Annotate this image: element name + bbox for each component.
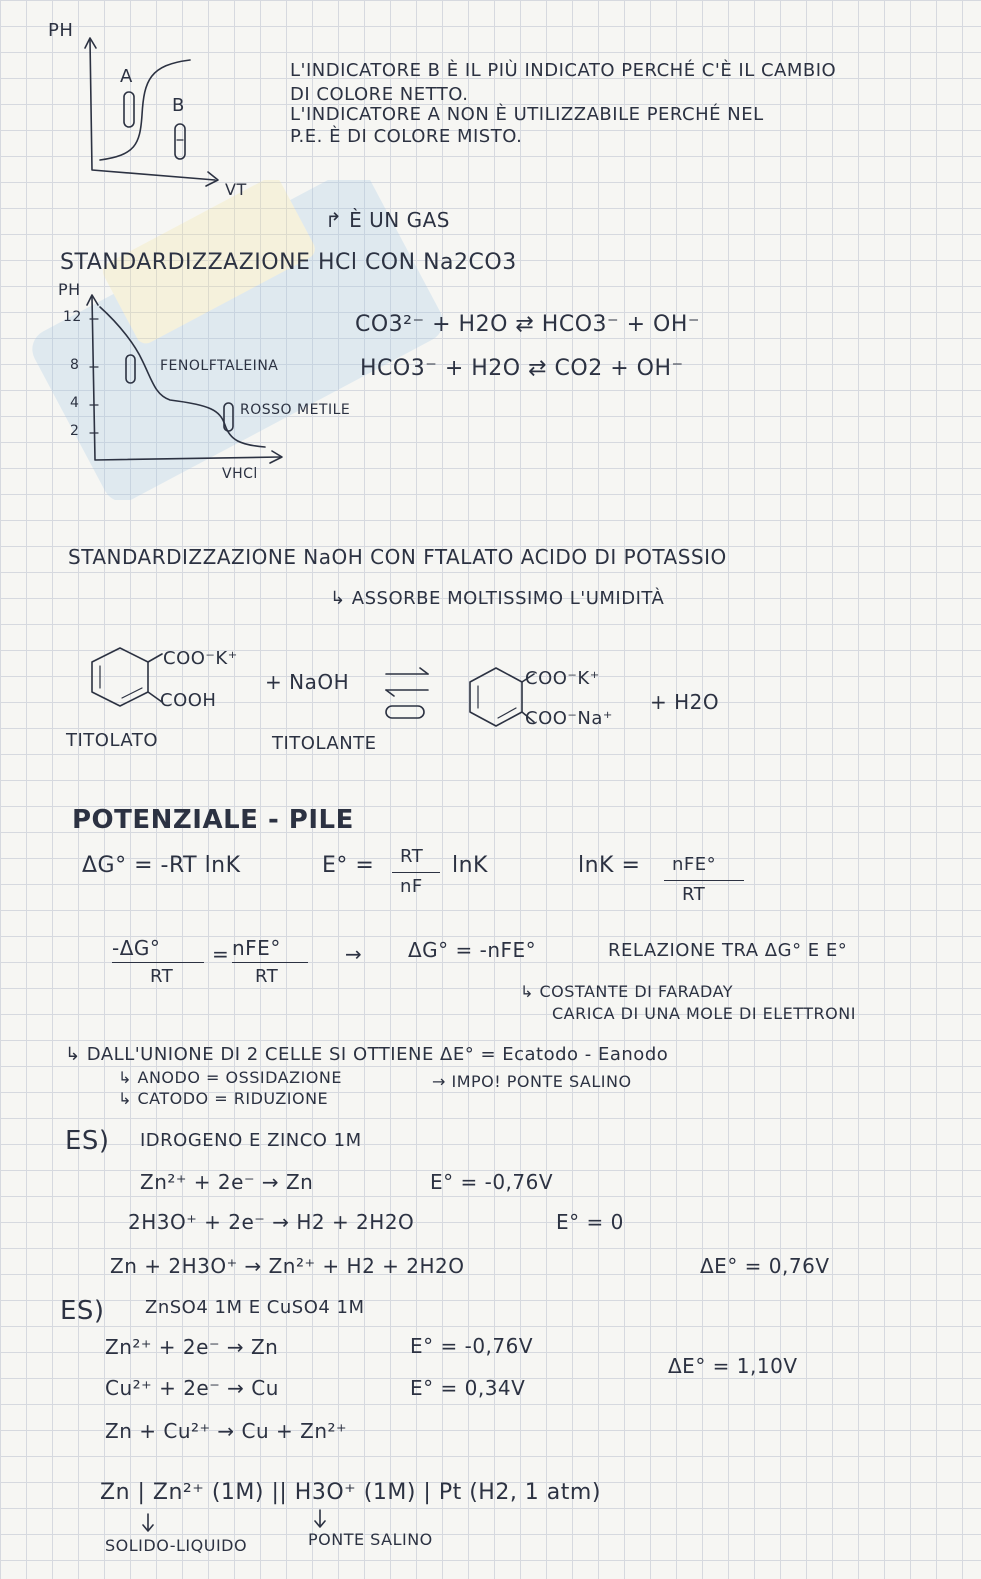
formula-e0-rhs: lnK (452, 853, 488, 878)
indicator-b-label: B (172, 95, 185, 116)
formula-rel-den2: RT (255, 966, 279, 987)
formula-lnk-den: RT (682, 884, 706, 905)
section2-title: STANDARDIZZAZIONE HCl CON Na2CO3 (60, 250, 517, 275)
tick-2: 2 (70, 423, 80, 439)
group-cooh: COOH (160, 690, 217, 711)
formula-e0-lhs: E° = (322, 853, 375, 878)
tick-12: 12 (63, 309, 82, 325)
fraction-bar (664, 880, 744, 881)
catodo-line: ↳ CATODO = RIDUZIONE (118, 1089, 329, 1108)
section3-note: ↳ ASSORBE MOLTISSIMO L'UMIDITÀ (330, 588, 665, 609)
group-coona: COO⁻Na⁺ (525, 708, 613, 729)
equilibrium-arrows (380, 660, 440, 730)
formula-lnk-num: nFE° (672, 854, 717, 875)
relazione-note: RELAZIONE TRA ΔG° E E° (608, 940, 848, 961)
formula-rel-num2: nFE° (232, 936, 281, 960)
group-cook: COO⁻K⁺ (163, 648, 238, 669)
es1-reaction-2: 2H3O⁺ + 2e⁻ → H2 + 2H2O (128, 1210, 415, 1234)
formula-rel-arrow: → (345, 942, 363, 966)
plus-h2o: + H2O (650, 690, 720, 714)
es2-delta-e0: ΔE° = 1,10V (668, 1354, 798, 1378)
formula-e0-num: RT (400, 846, 424, 867)
label-titolante: TITOLANTE (272, 733, 377, 754)
benzene-ring-1 (80, 640, 170, 720)
cell-notation: Zn | Zn²⁺ (1M) || H3O⁺ (1M) | Pt (H2, 1 atm) (100, 1480, 601, 1505)
formula-lnk-lhs: lnK = (578, 853, 641, 878)
es1-e0-1: E° = -0,76V (430, 1170, 554, 1194)
es1-head: ES) (65, 1126, 110, 1156)
label-titolato: TITOLATO (66, 730, 158, 751)
indicator-graph-1 (40, 20, 240, 210)
es2-reaction-2: Cu²⁺ + 2e⁻ → Cu (105, 1376, 279, 1400)
es2-reaction-1: Zn²⁺ + 2e⁻ → Zn (105, 1335, 279, 1359)
graph1-y-label: PH (48, 20, 74, 41)
note-line-2: DI COLORE NETTO. (290, 84, 469, 105)
formula-rel-num1: -ΔG° (112, 936, 161, 960)
cell-union-line: ↳ DALL'UNIONE DI 2 CELLE SI OTTIENE ΔE° = Ecatodo - Eanodo (65, 1044, 669, 1065)
fraction-bar (232, 962, 308, 963)
formula-rel-den1: RT (150, 966, 174, 987)
section3-title: STANDARDIZZAZIONE NaOH CON FTALATO ACIDO DI POTASSIO (68, 545, 727, 569)
faraday-line-2: CARICA DI UNA MOLE DI ELETTRONI (552, 1004, 856, 1023)
down-arrow-2 (312, 1508, 332, 1532)
faraday-line-1: ↳ COSTANTE DI FARADAY (520, 982, 734, 1001)
es2-e0-2: E° = 0,34V (410, 1376, 526, 1400)
titration-curve-hcl (60, 285, 300, 485)
es2-title: ZnSO4 1M E CuSO4 1M (145, 1297, 365, 1318)
fraction-bar (392, 872, 440, 873)
anodo-line: ↳ ANODO = OSSIDAZIONE (118, 1068, 342, 1087)
es2-reaction-3: Zn + Cu²⁺ → Cu + Zn²⁺ (105, 1419, 348, 1443)
note-line-3: L'INDICATORE A NON È UTILIZZABILE PERCHÉ NEL (290, 104, 764, 125)
indicator-fenolftaleina: FENOLFTALEINA (160, 358, 279, 374)
formula-deltag: ΔG° = -RT lnK (82, 853, 241, 878)
gas-note: ↱ È UN GAS (325, 208, 450, 232)
formula-rel-eq: = (212, 942, 230, 966)
section4-title: POTENZIALE - PILE (72, 805, 354, 835)
graph1-x-label: VT (225, 180, 247, 199)
es1-reaction-1: Zn²⁺ + 2e⁻ → Zn (140, 1170, 314, 1194)
graph2-x-label: VHCl (222, 466, 258, 482)
es1-delta-e0: ΔE° = 0,76V (700, 1254, 830, 1278)
down-arrow-1 (140, 1512, 160, 1536)
fraction-bar (112, 962, 204, 963)
graph2-y-label: PH (58, 280, 81, 299)
indicator-a-label: A (120, 66, 133, 87)
equation-1: CO3²⁻ + H2O ⇄ HCO3⁻ + OH⁻ (355, 312, 701, 337)
es1-reaction-3: Zn + 2H3O⁺ → Zn²⁺ + H2 + 2H2O (110, 1254, 465, 1278)
label-solido-liquido: SOLIDO-LIQUIDO (105, 1536, 248, 1555)
ponte-salino-note: → IMPO! PONTE SALINO (432, 1072, 632, 1091)
note-line-1: L'INDICATORE B È IL PIÙ INDICATO PERCHÉ C'È IL CAMBIO (290, 60, 837, 81)
formula-e0-den: nF (400, 876, 423, 897)
plus-naoh: + NaOH (265, 670, 350, 694)
indicator-rosso-metile: ROSSO METILE (240, 402, 351, 418)
es1-e0-2: E° = 0 (556, 1210, 624, 1234)
es2-e0-1: E° = -0,76V (410, 1334, 534, 1358)
equation-2: HCO3⁻ + H2O ⇄ CO2 + OH⁻ (360, 356, 684, 381)
es2-head: ES) (60, 1296, 105, 1326)
group-cook-2: COO⁻K⁺ (525, 668, 600, 689)
note-line-4: P.E. È DI COLORE MISTO. (290, 126, 523, 147)
formula-rel-result: ΔG° = -nFE° (408, 938, 537, 962)
label-ponte-salino: PONTE SALINO (308, 1530, 433, 1549)
tick-4: 4 (70, 395, 80, 411)
tick-8: 8 (70, 357, 80, 373)
es1-title: IDROGENO E ZINCO 1M (140, 1130, 362, 1151)
